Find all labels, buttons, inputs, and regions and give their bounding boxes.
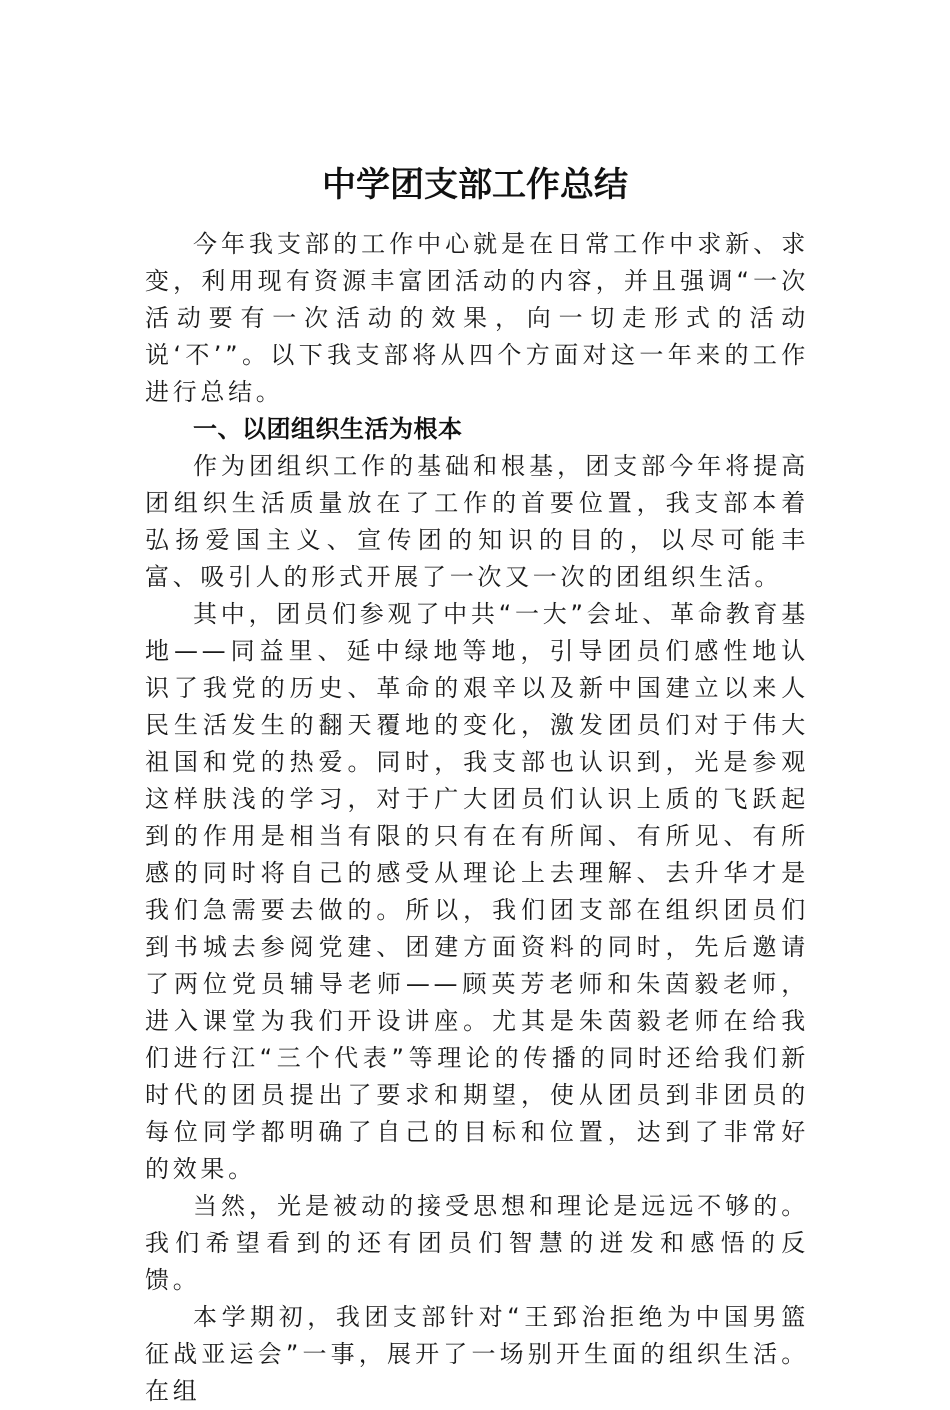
body-paragraph: 当然，光是被动的接受思想和理论是远远不够的。我们希望看到的还有团员们智慧的迸发和感悟的反馈。 xyxy=(145,1192,809,1294)
document-title: 中学团支部工作总结 xyxy=(322,165,628,205)
body-paragraph: 其中，团员们参观了中共“一大”会址、革命教育基地——同益里、延中绿地等地，引导团员们感性地认识了我党的历史、革命的艰辛以及新中国建立以来人民生活发生的翻天覆地的变化，激发团员们对于伟大祖国和党的热爱。同时，我支部也认识到，光是参观这样肤浅的学习，对于广大团员们认识上质的飞跃起到的作用是相当有限的只有在有所闻、有所见、有所感的同时将自己的感受从理论上去理解、去升华才是我们急需要去做的。所以，我们团支部在组织团员们到书城去参阅党建、团建方面资料的同时，先后邀请了两位党员辅导老师——顾英芳老师和朱茵毅老师，进入课堂为我们开设讲座。尤其是朱茵毅老师在给我们进行江“三个代表”等理论的传播的同时还给我们新时代的团员提出了要求和期望，使从团员到非团员的每位同学都明确了自己的目标和位置，达到了非常好的效果。 xyxy=(145,600,809,1183)
body-paragraph: 本学期初，我团支部针对“王郅治拒绝为中国男篮征战亚运会”一事，展开了一场别开生面的组织生活。在组 xyxy=(145,1303,809,1405)
intro-paragraph: 今年我支部的工作中心就是在日常工作中求新、求变，利用现有资源丰富团活动的内容，并且强调“一次活动要有一次活动的效果，向一切走形式的活动说‘不’”。以下我支部将从四个方面对这一年来的工作进行总结。 xyxy=(145,230,809,406)
document-body xyxy=(145,226,809,1410)
section-heading-1: 一、以团组织生活为根本 xyxy=(193,415,463,443)
body-paragraph: 作为团组织工作的基础和根基，团支部今年将提高团组织生活质量放在了工作的首要位置，我支部本着弘扬爱国主义、宣传团的知识的目的，以尽可能丰富、吸引人的形式开展了一次又一次的团组织生活。 xyxy=(145,452,809,591)
